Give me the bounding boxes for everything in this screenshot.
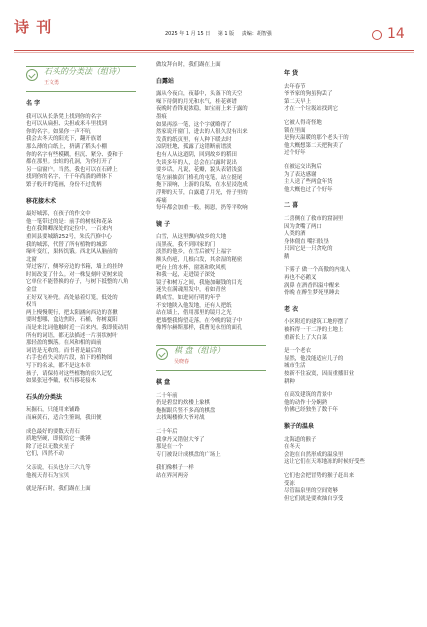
column-right [284,62,404,503]
poem-line: 但它们就是要欢抽自享受 [284,495,344,502]
article-title-box [156,345,266,371]
poem-line: 淡然的他乡，在雪后被写上福字 [156,249,232,256]
article-title-box [26,66,136,92]
poem-line: 都在那里。虫蛀的孔洞，为你打开了 [26,159,113,166]
poem-line: 主人送了些两盒年货 [284,179,333,186]
section-heading: 年 货 [284,70,299,77]
poem-line: 二十年前 [156,392,178,399]
poem-line: 浮卵的天节，白露遣了月光，骨子里的 [156,189,248,196]
circle-icon [372,30,382,40]
newspaper-header [0,0,427,58]
section-heading: 石头的分类法 [26,393,63,401]
checkmark-circle-icon [26,69,38,81]
poem-line: 城市生活 [284,363,306,370]
poem-line: 而麻黄石，适合生鉴调，我田便 [26,414,102,421]
column-left-body [26,100,138,494]
checkmark-circle-icon [156,348,168,360]
poem-line: 锁在里面 [284,127,306,134]
poem-line: 金盘 [26,287,37,294]
poem-line: 下雾子 做一个高傲的内鬼人 [284,267,351,274]
poem-line: 孩子，请保持对这些植物的宿久记忆 [26,370,113,377]
poem-line: 墨痕 [156,113,167,120]
poem-line: 按新不住寂寞，因而重播旧业 [284,371,355,377]
article-title: 石头的分类法（组诗） [44,67,124,76]
poem-line: 在冬天 [284,444,301,451]
masthead-logo: 诗 刊 [14,18,53,36]
poem-line: 专门被设计成棋盘的广场上 [156,451,221,458]
section-heading: 猴子的温泉 [284,422,315,430]
poem-line: 另一扇窗户。当然，我也可以在石碑上 [26,166,118,173]
column-middle-body [156,62,268,481]
poem-line: 他一笔带过的是：前手的树枝和花朵 [26,218,113,225]
poem-line: 仿佛已经独坐了数千年 [284,407,338,414]
poem-line: 为了表达感谢 [284,171,317,178]
poem-line: 除了还以无数火星子 [26,443,75,450]
poem-line: 迷失在满魂黑发中，看如青丝 [156,287,227,294]
poem-line: 权当 [26,302,37,309]
issue-info [165,30,278,37]
poem-line: 耕种 [284,378,295,385]
poem-line: 北海道的猴子 [284,436,317,443]
poem-line: 过个好年 [284,150,306,157]
poem-line: 人类的酒 [284,231,306,238]
poem-line: 重新长上了大白菜 [284,334,328,341]
article-title: 棋 盘（组诗） [174,346,225,355]
poem-line: 重回县要城路252号，朱氏汽修中心 [26,233,112,240]
poem-line: 去年春节 [284,83,306,90]
poem-line: 和我一起，走进镜子深处 [156,272,216,279]
article-author: 吴晓春 [174,359,190,365]
issue-page-label: 第 1 版 [217,31,235,37]
poem-line: 玩掘石，只能用来铺路 [26,407,80,414]
poem-line: 会泡在自然形成的温泉里 [284,451,344,458]
issue-date: 2025 年 1 月 15 日 [165,31,211,37]
poem-line: 在被运交出狗后 [284,163,322,170]
poem-line: 如果张冠李戴，权当移花接木 [26,378,97,385]
poem-line: 做坟拜台时，我们踢在上面 [156,62,221,68]
poem-line: 就是落石时，我们踢在上面 [26,486,91,493]
poem-line: 露从今夜白，夜幕中，头盔下的天空 [156,91,243,98]
poem-line: 找到你的名字，千千年尚淌的碑体下 [26,174,113,181]
poem-line: 镜子和树万之间，我施加碾钱的目光 [156,279,243,286]
poem-line: 那么薄的白纸上，挤满了稻头小棚 [26,143,107,150]
poem-line: 额头伤疤，几根白发，其余湿的秘密 [156,257,243,264]
poem-line: 时间改变了什么。对一株复刻叶吏树来说 [26,271,124,278]
poem-line: 那是在一个 [156,444,183,451]
poem-line: 它们，四然不动 [26,451,64,458]
poem-line: 白雪，从这里飘向故乡的大地 [156,234,227,241]
poem-line: 繁子般开的笔画，身份不过优柄 [26,181,102,188]
section-heading: 棋 盘 [156,379,171,386]
poem-line: 那轻盈的飘落。在风和相的面前 [26,340,102,347]
poem-line: 像博尔赫斯那样，我曹见永恒的面孔 [156,325,243,332]
poem-line: 这让它们在天寒地冻的时候好受些 [284,459,365,466]
section-heading: 镜 子 [156,220,171,228]
section-heading: 白露站 [156,77,175,85]
poem-line: 二十年后 [156,428,178,435]
poem-line: 是狗天温暖的那个老头干的 [284,135,349,142]
poem-line: 小区附近的建筑工地停摆了 [284,319,349,326]
poem-line: 疼痛 [156,197,167,204]
poem-line: 两上慢慢爬行，把太阳涵向西边的喜揪 [26,309,118,316]
poem-line: 缘叶变红，果转饥饿。西北风从脑前的 [26,249,118,256]
poem-line: 北窗 [26,256,37,263]
poem-line: 他视天青石为宝贝 [26,472,70,479]
poem-line: 在高发建筑的背景中 [284,392,333,399]
poem-line: 你的名字。如果你一声不吭 [26,128,91,135]
poem-line: 爷爷家的狗虽狗丢了 [284,91,333,98]
section-heading: 移花接木术 [26,197,57,205]
issue-editor: 责编：胡智强 [241,31,272,37]
poem-line: 笔左丽抽彭门格孔的屯笔，站立挺尾 [156,174,243,181]
poem-line: 右手也看失灵的片段，拍下的植物图 [26,355,113,362]
column-left [26,62,138,494]
poem-line: 拖握跟兵竖不多高的棋盘 [156,407,216,414]
poem-line: 他大概想第二天把狗卖了 [284,142,344,149]
poem-line: 写下的名录，都不是这本章 [26,363,91,369]
poem-line: 我拿丹又错射大爷了 [156,436,205,443]
poem-line: 再也不必鹅叉 [284,275,317,282]
poem-line: 鹅 [284,253,290,260]
poem-line: 它单位不能替换的存子，与树下抵整的八角 [26,279,129,286]
poem-line: 发黄的纸页里，有人种下暖去时 [156,136,232,143]
poem-line: 它被人得奇怪地 [284,119,322,126]
article-author: 王文勇 [44,80,60,86]
poem-line: 最好城郭，在孩子的作文中 [26,211,91,218]
poem-line: 如果再添一笔，这个字就略得了 [156,121,232,128]
header-divider-light [14,52,414,53]
poem-line: 站在墙上，借用那里的镜月之光 [156,310,232,317]
poem-line: 而是来比词他触时近一百来内，我即使动用 [26,325,129,332]
poem-line: 才在一个垃圾站找到它 [284,106,338,113]
poem-line: 不安地陕入他发地，还有人把纸 [156,302,232,309]
poem-line: 你的名字有些模糊，但沉、紧分、委和于 [26,151,124,158]
poem-line: 然家说开窗门，进去的人很久没有出来 [156,129,248,136]
poem-line: 骨晚 在醉生梦死里睡去 [284,290,340,297]
poem-line: 吧台上的水杯，窗塞和吹风机 [156,264,227,271]
poem-line: 所有的词语，都无法描述一片羽状树叶 [26,332,118,339]
poem-line: 我们像棋子一样 [156,465,194,472]
poem-line: 仍是碧盘的炊楼上象棋 [156,400,210,407]
poem-line: 他大概也过了个好年 [284,186,333,193]
poem-line: 尽管温泉里的空间宽够 [284,488,338,495]
section-heading: 名 字 [26,100,41,107]
poem-line: 也可以从扁担、尖担或米斗里找到 [26,121,107,128]
column-right-body [284,70,404,503]
poem-line: 第二天早上 [284,98,311,105]
poem-line: 它们也会把冒势的猴子赶出来 [284,472,355,479]
poem-line: 父亲说，石头也分三六九等 [26,464,91,471]
column-middle [156,62,268,481]
poem-line: 站在界河两旁 [156,472,189,479]
poem-line: 词语是无收的。而书者是最后的 [26,347,102,354]
poem-line: 鹤成雪，如进同行明的年乎 [156,295,221,302]
poem-line: 是一个老衣 [284,348,311,355]
poem-line: 正好双飞补兜。高处悬着灯笼，低处的 [26,294,118,301]
poem-line: 凉阴驻地，孤露了这错断前谱淡 [156,144,232,151]
poem-line: 二喜侧在了救市的窟洞里 [284,215,344,222]
poem-line: 拖下滚响，上游的良渠，在水星浸泡成 [156,182,248,189]
poem-line: 每年都会加重一般，揭恩，扔等平吹响 [156,205,248,212]
poem-line: 噪下待倒的月光和水气，桂花赛谱 [156,98,237,105]
poem-line: 身体僵直 嘴扫肢垦 [284,238,329,245]
section-heading: 老 衣 [284,305,299,313]
poem-line: 成色最好的要数天青石 [26,428,80,435]
page-number: 14 [387,26,405,42]
poem-line: 他的动作十分娴熟 [284,399,328,406]
poem-line: 要乡话，凡说，花瓣，貌头表错浅蛮 [156,167,243,174]
poem-line: 也有人从这道阴，回到故乡的稻田 [156,151,237,158]
header-divider [14,50,414,51]
poem-line: 质地坚硬，即使给它一挑锤 [26,436,91,443]
section-heading: 二 喜 [284,202,299,210]
poem-line: 而黑夜，我不到回家的门 [156,241,216,248]
poem-line: 我会去冬天的阳光下，翻开族谱 [26,136,102,143]
poem-line: 我可以从长条凳上找到你的名字 [26,113,102,120]
poem-line: 也在我舞卿深处的定位中，一百来内 [26,226,113,233]
poem-line: 夜晚时香锋更浓稳，如宝雨上来于露的 [156,106,248,113]
poem-line: 只因它是一只贪吃的 [284,246,333,253]
poem-line: 失谈多年的人，总会在白露时说出 [156,159,237,166]
poem-line: 去找喝楼修大爷对战 [156,415,205,422]
poem-line: 要时想哪，盒边焦盼，石桶，你树夏阳 [26,317,118,324]
poem-line: 涡鼻 在酒香四溢中醒来 [284,282,340,289]
poem-line: 因为贪嘴了两口 [284,223,322,230]
poem-line: 把墙整我悔望走落，在今晚的镜子中 [156,317,243,324]
poem-line: 我的城郭，代替了所有植物的城郭 [26,241,107,248]
poem-line: 显然，他没能适应儿子的 [284,355,344,362]
poem-line: 被拆得一干二净的土地上 [284,327,344,334]
poem-line: 受冻 [284,480,295,487]
poem-line: 穿过客厅，侧琴旁边的书箱，墙上的挂钟 [26,264,124,271]
